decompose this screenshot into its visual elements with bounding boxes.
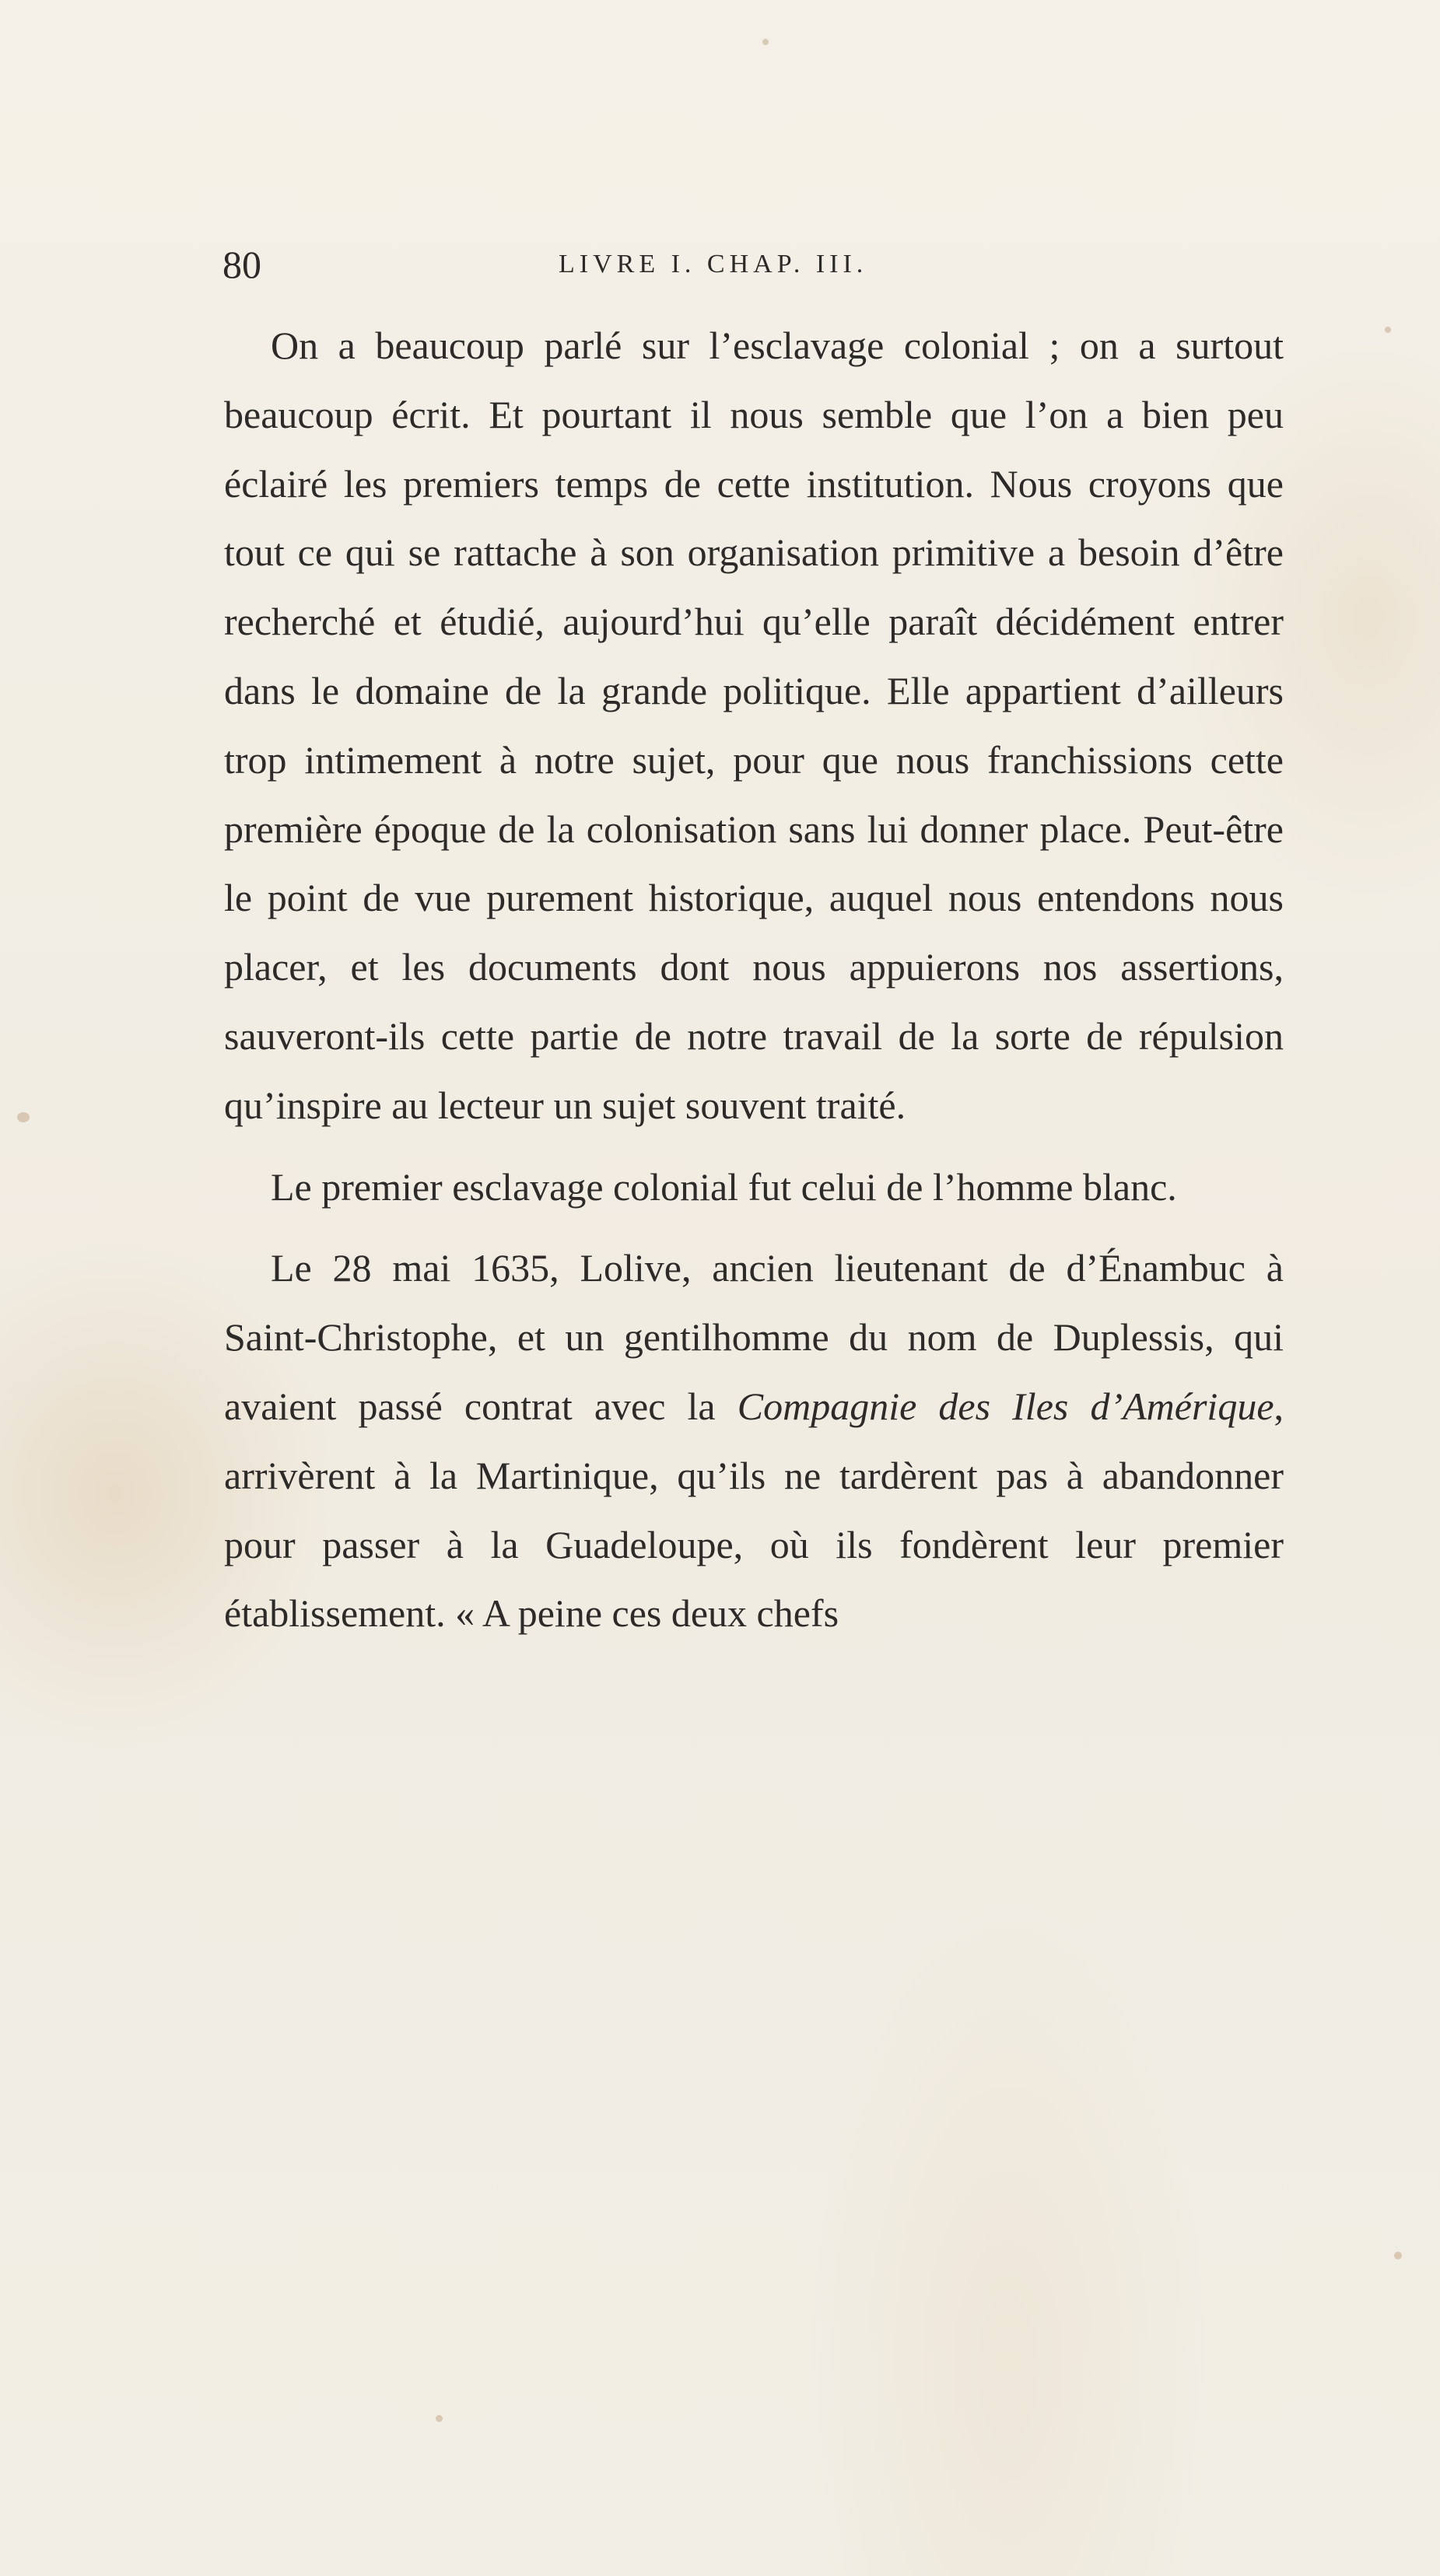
paragraph-text: Le 28 mai 1635, Lolive, ancien lieutenant de d’Énambuc à Saint-Christophe, et un gentilhomme du nom de Duplessis, qui avaient passé contrat avec la xyxy=(224,1246,1284,1428)
page-header xyxy=(222,233,1284,296)
paragraph xyxy=(224,1153,1284,1222)
foxing-spot xyxy=(762,39,769,45)
paragraph xyxy=(224,1234,1284,1648)
page-number: 80 xyxy=(222,243,261,286)
company-name: Compagnie des Iles d’Amérique xyxy=(737,1384,1274,1428)
running-head: LIVRE I. CHAP. III. xyxy=(559,250,868,278)
foxing-spot xyxy=(1394,2252,1402,2259)
body-text xyxy=(224,311,1284,1648)
foxing-spot xyxy=(1385,327,1391,333)
foxing-spot xyxy=(436,2415,443,2422)
paragraph-text-continued: , arrivèrent à la Martinique, qu’ils ne tardèrent pas à abandonner pour passer à la Guadeloupe, où ils fondèrent leur premier établissement. « A peine ces deux chefs xyxy=(224,1384,1284,1636)
paragraph xyxy=(224,311,1284,1140)
paragraph-text: Le premier esclavage colonial fut celui de l’homme blanc. xyxy=(271,1164,1177,1209)
paragraph-text: On a beaucoup parlé sur l’esclavage colonial ; on a surtout beaucoup écrit. Et pourtant il nous semble que l’on a bien peu éclairé les premiers temps de cette institution. Nous croyons que tout ce qui se rattache à son organisation primitive a besoin d’être recherché et étudié, aujourd’hui qu’elle paraît décidément entrer dans le domaine de la grande politique. Elle appartient d’ailleurs trop intimement à notre sujet, pour que nous franchissions cette première époque de la colonisation sans lui donner place. Peut-être le point de vue purement historique, auquel nous entendons nous placer, et les documents dont nous appuierons nos assertions, sauveront-ils cette partie de notre travail de la sorte de répulsion qu’inspire au lecteur un sujet souvent traité. xyxy=(224,324,1284,1127)
foxing-spot xyxy=(17,1112,30,1122)
